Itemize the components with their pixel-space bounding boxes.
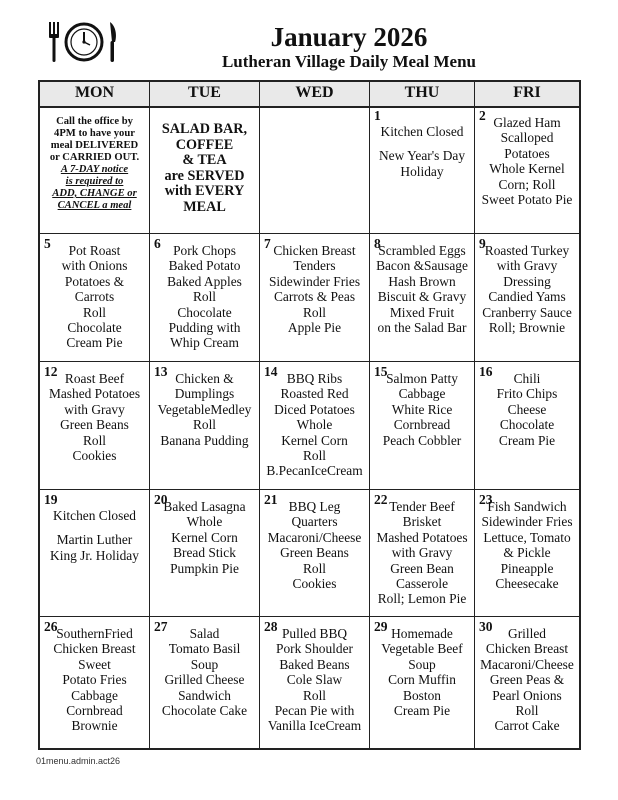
menu-item: Salad: [189, 626, 220, 641]
menu-item: Candied Yams: [488, 289, 566, 305]
salad-bar-line: COFFEE: [175, 136, 234, 153]
menu-item: Sidewinder Fries: [481, 514, 573, 530]
menu-item: Soup: [408, 656, 436, 672]
menu-item: Cheese: [507, 401, 547, 417]
menu-item: Mashed Potatoes: [376, 529, 468, 545]
day-number: 2: [479, 108, 486, 123]
menu-item: Pineapple: [500, 560, 554, 576]
menu-item: Chicken Breast: [273, 243, 356, 258]
page-subtitle: Lutheran Village Daily Meal Menu: [221, 52, 477, 71]
spacer: [372, 115, 472, 124]
day-cell-28: [260, 617, 370, 748]
menu-item: BBQ Ribs: [286, 371, 343, 386]
menu-item: Carrot Cake: [494, 718, 560, 734]
menu-item: & Pickle: [503, 545, 551, 561]
day-cell-19: [40, 490, 150, 616]
menu-item: Scrambled Eggs: [378, 243, 466, 258]
menu-item: Whole Kernel: [489, 161, 565, 177]
menu-item: Chicken &: [175, 371, 234, 386]
menu-item: Peach Cobbler: [382, 432, 462, 448]
menu-item: Frito Chips: [496, 386, 558, 402]
menu-item: Apple Pie: [287, 320, 342, 336]
day-cell-22: [370, 490, 475, 616]
menu-item: Green Beans: [60, 417, 129, 433]
day-number: 14: [264, 364, 278, 379]
salad-bar-line: with EVERY: [164, 183, 245, 199]
menu-item: Carrots: [74, 289, 115, 305]
menu-item: Whole: [186, 514, 223, 530]
salad-bar-line: are SERVED: [164, 167, 245, 184]
week-row: [40, 234, 579, 362]
menu-item: Vanilla IceCream: [267, 718, 362, 734]
menu-item: VegetableMedley: [157, 401, 252, 417]
menu-item: Brownie: [71, 718, 118, 734]
menu-item: Roll: [302, 687, 327, 703]
menu-item: Kernel Corn: [281, 432, 348, 448]
menu-item: Banana Pudding: [160, 432, 249, 448]
day-number: 27: [154, 619, 168, 634]
menu-item: Scalloped: [500, 130, 554, 146]
day-cell-8: [370, 234, 475, 361]
menu-item: Corn; Roll: [498, 176, 556, 192]
day-number: 29: [374, 619, 388, 634]
day-cell-5: [40, 234, 150, 361]
menu-item: Cheesecake: [495, 576, 559, 592]
menu-item: Pot Roast: [68, 243, 121, 258]
menu-item: Pecan Pie with: [274, 703, 355, 719]
menu-item: Cornbread: [393, 417, 451, 433]
menu-item: Roll; Brownie: [488, 320, 566, 336]
day-cell-26: [40, 617, 150, 748]
weekday-header: [40, 82, 579, 108]
notice-line: Call the office by: [56, 116, 133, 127]
day-number: 15: [374, 364, 388, 379]
menu-item: Roasted Red: [280, 386, 349, 402]
menu-item: Whip Cream: [170, 335, 239, 351]
spacer: [372, 139, 472, 148]
day-cell-12: [40, 362, 150, 489]
day-cell-15: [370, 362, 475, 489]
menu-item: Grilled: [508, 626, 546, 641]
menu-item: Chocolate Cake: [161, 703, 248, 719]
menu-item: Potato Fries: [62, 672, 127, 688]
menu-item: Chocolate: [67, 320, 122, 336]
menu-item: Green Peas &: [489, 672, 565, 688]
menu-item: Casserole: [395, 576, 449, 592]
menu-item: Brisket: [402, 514, 442, 530]
meal-calendar: [38, 80, 581, 750]
menu-item: Chicken Breast: [485, 641, 569, 657]
menu-item: with Gravy: [391, 545, 453, 561]
day-number: 30: [479, 619, 493, 634]
menu-item: Potatoes &: [64, 273, 125, 289]
day-number: 7: [264, 236, 271, 251]
day-cell-14: [260, 362, 370, 489]
menu-item: Roast Beef: [64, 371, 125, 386]
day-cell-20: [150, 490, 260, 616]
menu-item: White Rice: [391, 401, 453, 417]
day-cell-7: [260, 234, 370, 361]
day-cell-30: [475, 617, 579, 748]
menu-item: Bread Stick: [173, 545, 236, 561]
day-number: 22: [374, 492, 388, 507]
menu-item: Tender Beef: [389, 499, 455, 514]
menu-item: Green Beans: [280, 545, 349, 561]
menu-item: Holiday: [400, 163, 444, 179]
menu-item: Cole Slaw: [286, 672, 343, 688]
menu-item: Chocolate: [499, 417, 555, 433]
menu-item: Baked Lasagna: [163, 499, 246, 514]
day-number: 9: [479, 236, 486, 251]
menu-item: Cabbage: [71, 687, 118, 703]
menu-item: Mixed Fruit: [389, 304, 455, 320]
menu-item: Baked Beans: [279, 656, 350, 672]
menu-item: Pulled BBQ: [281, 626, 348, 641]
menu-item: Corn Muffin: [388, 672, 456, 688]
notice-underlined-line: CANCEL a meal: [57, 200, 132, 211]
day-number: 5: [44, 236, 51, 251]
menu-item: Roasted Turkey: [484, 243, 570, 258]
menu-item: Pearl Onions: [492, 687, 562, 703]
menu-item: Glazed Ham: [493, 115, 561, 130]
menu-item: Roll: [302, 448, 327, 464]
menu-item: Chicken Breast: [53, 641, 136, 657]
menu-item: Hash Brown: [388, 273, 456, 289]
notice-line: or CARRIED OUT.: [49, 152, 140, 163]
menu-item: Sidewinder Fries: [268, 273, 361, 289]
menu-item: Tenders: [293, 258, 336, 274]
day-cell-1: [370, 106, 475, 233]
menu-item: Cookies: [292, 576, 337, 592]
menu-item: King Jr. Holiday: [50, 547, 139, 563]
menu-item: Quarters: [291, 514, 338, 530]
menu-item: Cookies: [72, 448, 117, 464]
menu-item: Baked Apples: [167, 273, 242, 289]
day-number: 26: [44, 619, 58, 634]
menu-item: Grilled Cheese: [164, 672, 245, 688]
week-row: [40, 490, 579, 617]
menu-item: Cranberry Sauce: [482, 304, 572, 320]
day-cell-27: [150, 617, 260, 748]
menu-item: Sweet: [78, 656, 111, 672]
weekday-wed: WED: [260, 82, 370, 106]
menu-item: Pudding with: [168, 320, 241, 336]
page-title: January 2026: [270, 22, 428, 52]
menu-item: BBQ Leg: [288, 499, 341, 514]
day-number: 21: [264, 492, 278, 507]
footer-code: 01menu.admin.act26: [36, 756, 121, 766]
menu-item: Kernel Corn: [171, 529, 238, 545]
menu-item: Homemade: [391, 626, 453, 641]
menu-item: Martin Luther: [56, 532, 133, 548]
menu-item: with Gravy: [496, 258, 558, 274]
menu-item: Chocolate: [177, 304, 232, 320]
menu-item: with Gravy: [64, 401, 125, 417]
menu-item: Sandwich: [178, 687, 231, 703]
menu-item: Sweet Potato Pie: [481, 192, 573, 208]
menu-item: Roll: [82, 432, 107, 448]
salad-bar-line: & TEA: [182, 152, 227, 168]
notice-underlined-line: is required to: [65, 176, 124, 187]
salad-bar-line: SALAD BAR,: [161, 121, 248, 137]
day-number: 1: [374, 108, 381, 123]
day-number: 12: [44, 364, 58, 379]
menu-item: Cream Pie: [393, 703, 451, 719]
notice-underlined-line: A 7-DAY notice: [60, 164, 129, 175]
menu-item: SouthernFried: [56, 626, 133, 641]
menu-item: Lettuce, Tomato: [483, 529, 571, 545]
menu-item: Roll: [192, 289, 217, 305]
notice-line: meal DELIVERED: [50, 140, 139, 151]
spacer: [42, 523, 147, 532]
menu-item: Salmon Patty: [386, 371, 458, 386]
empty-day-cell: [260, 106, 370, 233]
menu-item: Kitchen Closed: [380, 124, 464, 139]
menu-item: Biscuit & Gravy: [377, 289, 467, 305]
day-cell-9: [475, 234, 579, 361]
menu-item: Roll: [192, 417, 217, 433]
day-cell-13: [150, 362, 260, 489]
day-cell-29: [370, 617, 475, 748]
menu-item: Baked Potato: [168, 258, 241, 274]
day-cell-21: [260, 490, 370, 616]
menu-item: Potatoes: [504, 145, 550, 161]
notice-underlined-line: ADD, CHANGE or: [52, 188, 137, 199]
menu-item: Roll: [515, 703, 539, 719]
day-number: 13: [154, 364, 168, 379]
menu-item: B.PecanIceCream: [266, 463, 363, 479]
menu-item: Cream Pie: [66, 335, 123, 351]
spacer: [42, 499, 147, 508]
day-number: 19: [44, 492, 58, 507]
day-cell-6: [150, 234, 260, 361]
menu-item: Diced Potatoes: [274, 401, 355, 417]
menu-item: Dressing: [503, 273, 551, 289]
menu-item: Dumplings: [174, 386, 235, 402]
menu-item: Cabbage: [398, 386, 446, 402]
day-cell-16: [475, 362, 579, 489]
menu-item: Roll: [82, 304, 107, 320]
menu-item: Roll: [302, 304, 327, 320]
day-number: 20: [154, 492, 168, 507]
menu-item: Chili: [513, 371, 541, 386]
week-row: [40, 106, 579, 234]
day-number: 8: [374, 236, 381, 251]
weekday-thu: THU: [370, 82, 475, 106]
weekday-mon: MON: [40, 82, 150, 106]
menu-item: on the Salad Bar: [377, 320, 467, 336]
day-cell-23: [475, 490, 579, 616]
menu-item: Tomato Basil: [168, 641, 241, 657]
day-number: 28: [264, 619, 278, 634]
menu-item: Roll: [302, 560, 327, 576]
menu-item: Macaroni/Cheese: [267, 529, 362, 545]
menu-item: Fish Sandwich: [487, 499, 567, 514]
menu-item: Pumpkin Pie: [170, 560, 239, 576]
salad-bar-line: MEAL: [183, 198, 226, 215]
menu-item: Whole: [296, 417, 333, 433]
menu-item: Cornbread: [66, 703, 123, 719]
menu-item: Macaroni/Cheese: [480, 656, 574, 672]
menu-item: Kitchen Closed: [53, 508, 136, 523]
day-number: 23: [479, 492, 493, 507]
menu-item: Soup: [190, 656, 219, 672]
day-number: 6: [154, 236, 161, 251]
weekday-fri: FRI: [475, 82, 579, 106]
menu-item: Pork Shoulder: [276, 641, 353, 657]
menu-item: Pork Chops: [173, 243, 236, 258]
menu-item: Cream Pie: [498, 432, 556, 448]
menu-item: Mashed Potatoes: [48, 386, 141, 402]
menu-item: Vegetable Beef: [381, 641, 463, 657]
salad-bar-notice: [150, 106, 260, 233]
day-number: 16: [479, 364, 493, 379]
week-row: [40, 617, 579, 748]
menu-item: New Year's Day: [378, 148, 466, 164]
menu-item: Green Bean: [390, 560, 454, 576]
notice-line: 4PM to have your: [54, 128, 135, 139]
menu-item: with Onions: [61, 258, 128, 274]
delivery-notice: [40, 106, 150, 233]
menu-item: Bacon &Sausage: [376, 258, 468, 274]
menu-item: Boston: [403, 687, 441, 703]
menu-item: Roll; Lemon Pie: [377, 591, 467, 607]
week-row: [40, 362, 579, 490]
menu-item: Carrots & Peas: [273, 289, 356, 305]
weekday-tue: TUE: [150, 82, 260, 106]
day-cell-2: [475, 106, 579, 233]
